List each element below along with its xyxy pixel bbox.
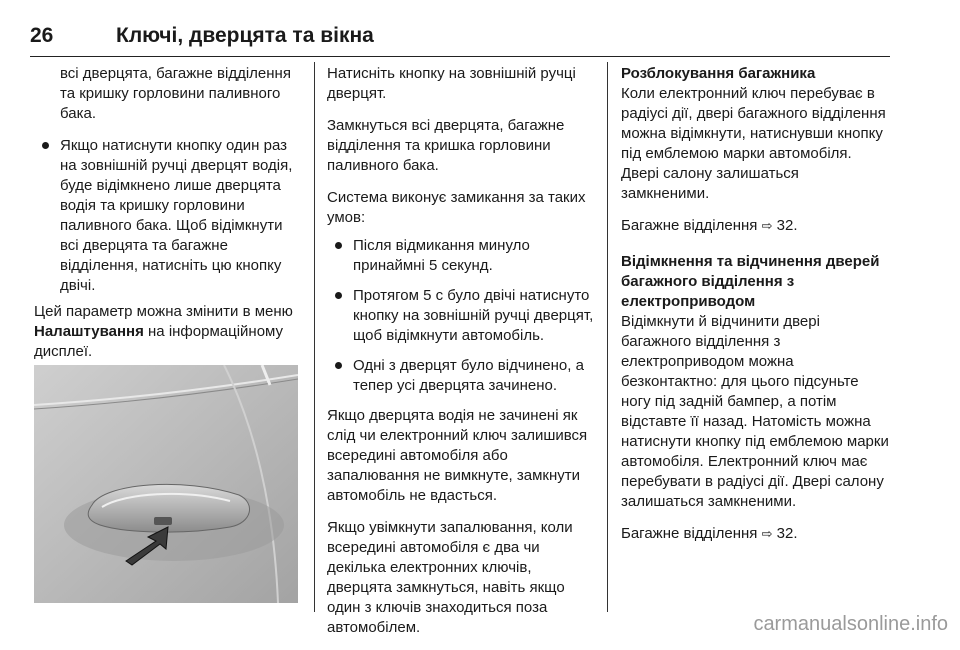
column-divider-1 <box>314 62 315 612</box>
column-3 <box>621 64 891 556</box>
list-item: Якщо натиснути кнопку один раз на зовнішній ручці дверцят водія, буде відімкнено лише дверцята водія та кришку горловини паливного бака. Щоб відімкнути всі дверцята та багажне відділення, натисніть цю кнопку двічі. <box>34 136 300 296</box>
paragraph: Відімкнути й відчинити двері багажного відділення з електроприводом можна безконтактно: для цього підсуньте ногу під задній бампер, а потім відставте її назад. Натомість можна натиснути кнопку під емблемою марки автомобіля. Електронний ключ має перебувати в радіусі дії. Двері салону залишаться замкненими. <box>621 313 889 510</box>
continued-text: всі дверцята, багажне відділення та кришку горловини паливного бака. <box>60 65 291 122</box>
watermark: carmanualsonline.info <box>753 613 948 635</box>
paragraph: Коли електронний ключ перебуває в радіусі дії, двері багажного відділення можна відімкнути, натиснувши кнопку під емблемою марки автомобіля. Двері салону залишаться замкненими. <box>621 85 886 202</box>
column-2 <box>327 64 595 650</box>
column-divider-2 <box>607 62 608 612</box>
list-item: Одні з дверцят було відчинено, а тепер усі дверцята зачинено. <box>327 356 595 396</box>
settings-paragraph: Цей параметр можна змінити в меню Налаштування на інформаційному дисплеї. <box>34 303 293 360</box>
trunk-reference-1[interactable]: Багажне відділення ⇨ 32. <box>621 217 798 234</box>
paragraph: Якщо увімкнути запалювання, коли всередині автомобіля є два чи декілька електронних ключів, дверцята замкнуться, навіть якщо один з ключів знаходиться поза автомобілем. <box>327 519 573 636</box>
page-number: 26 <box>30 24 54 47</box>
conditions-list <box>327 236 595 396</box>
page-reference-icon: ⇨ <box>761 526 773 541</box>
paragraph: Якщо дверцята водія не зачинені як слід чи електронний ключ залишився всередині автомобіля або запалювання не вимкнуте, замкнути автомобіль не вдасться. <box>327 407 588 504</box>
bullet-list <box>34 136 300 296</box>
page-reference-icon: ⇨ <box>761 218 773 233</box>
section-heading-trunk-unlock: Розблокування багажника <box>621 65 816 82</box>
trunk-reference-2[interactable]: Багажне відділення ⇨ 32. <box>621 525 798 542</box>
settings-menu-name: Налаштування <box>34 323 144 340</box>
page-header <box>30 20 890 57</box>
page-title: Ключі, дверцята та вікна <box>116 24 374 47</box>
list-item: Після відмикання минуло принаймні 5 секунд. <box>327 236 595 276</box>
paragraph: Натисніть кнопку на зовнішній ручці дверцят. <box>327 65 576 102</box>
paragraph: Система виконує замикання за таких умов: <box>327 189 586 226</box>
door-handle-illustration <box>34 365 298 603</box>
section-heading-power-tailgate: Відімкнення та відчинення дверей багажного відділення з електроприводом <box>621 253 880 310</box>
list-item: Протягом 5 с було двічі натиснуто кнопку на зовнішній ручці дверцят, щоб відімкнути автомобіль. <box>327 286 595 346</box>
paragraph: Замкнуться всі дверцята, багажне відділення та кришка горловини паливного бака. <box>327 117 565 174</box>
